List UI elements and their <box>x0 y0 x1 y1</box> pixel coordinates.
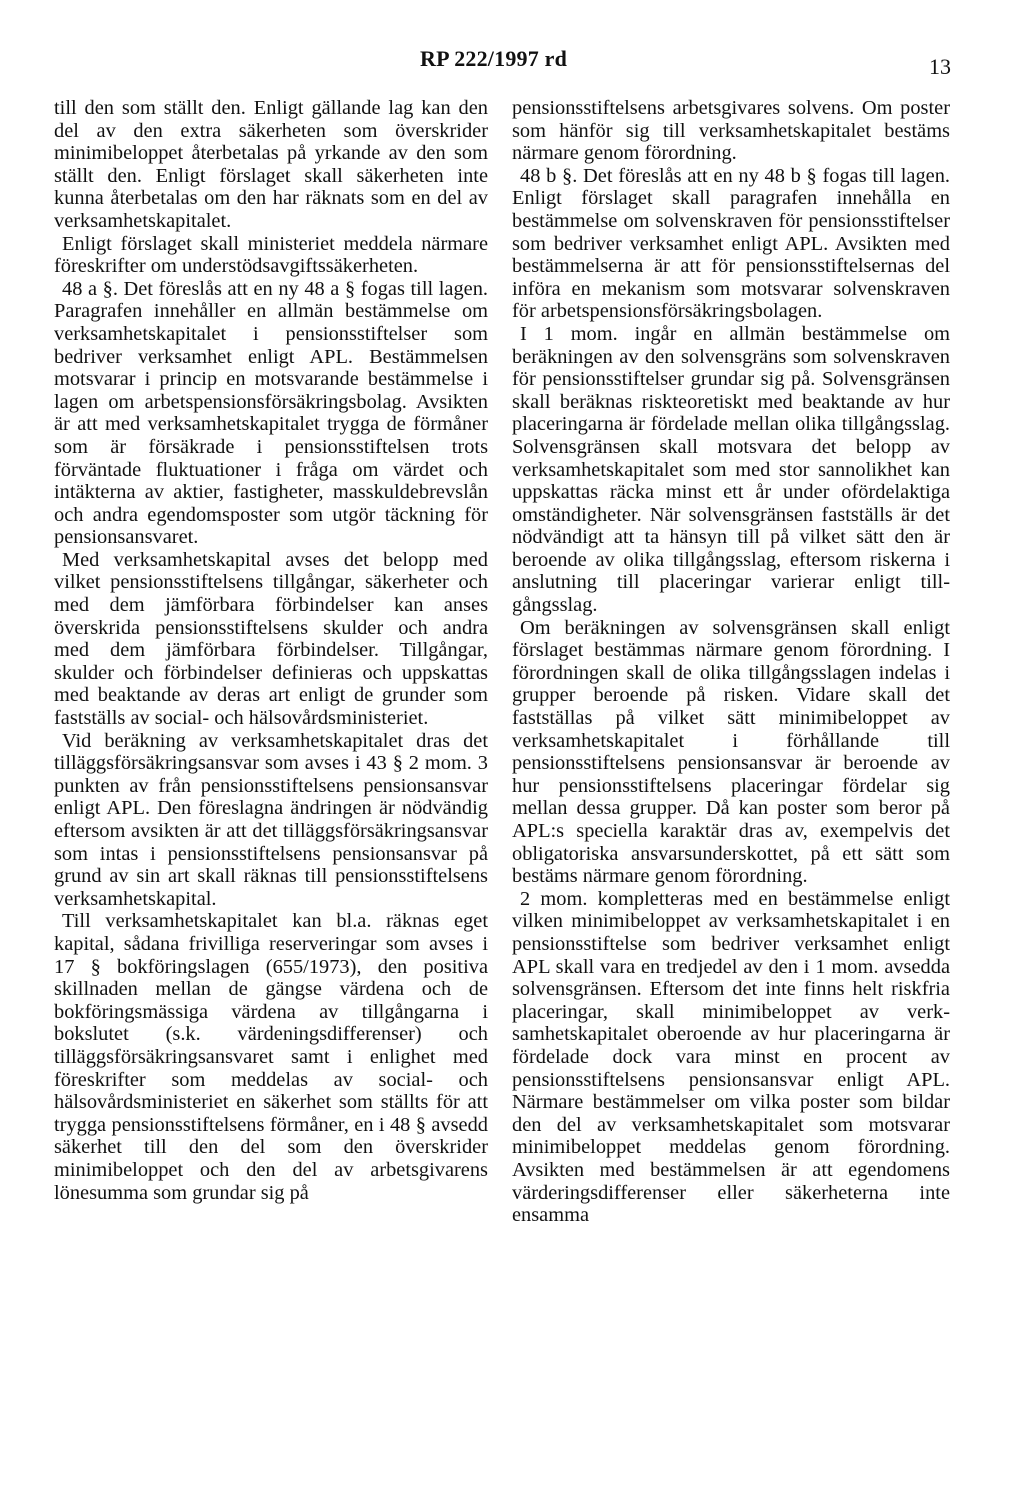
paragraph: I 1 mom. ingår en allmän bestämmelse om beräkningen av den solvensgräns som solvenskraven för pensionsstiftelser grundar sig på. Solvensgränsen skall beräknas riskteoretiskt med beaktande av hur placeringarna är fördelade mellan olika tillgångsslag. Solvensgränsen skall motsvara det belopp av verksamhetskapitalet som med stor sannolikhet kan uppskattas räcka minst ett år under ofördelaktiga omständigheter. När solvensgränsen fastställs är det nödvändigt att ta hänsyn till på vilket sätt den är beroende av olika tillgångsslag, eftersom riskerna i anslutning till placeringar varierar enligt tillgångsslag. <box>512 322 950 617</box>
document-reference: RP 222/1997 rd <box>420 46 568 71</box>
paragraph: 2 mom. kompletteras med en bestämmelse enligt vilken minimibeloppet av verksamhetskapitalet i en pensionsstiftelse som bedriver verksamhet enligt APL skall vara en tredjedel av den i 1 mom. avsedda solvensgränsen. Eftersom det inte finns helt riskfria placeringar, skall minimibeloppet av verksamhetskapitalet oberoende av hur placeringarna är fördelade dock vara minst en procent av pensionsstiftelsens pensionsansvar enligt APL. Närmare bestämmelser om vilka poster som bildar den del av verksamhetskapitalet som motsvarar minimibeloppet meddelas genom förordning. Avsikten med bestämmelsen är att egendomens värderingsdifferenser eller säkerheterna inte ensamma <box>512 887 950 1227</box>
paragraph: Till verksamhetskapitalet kan bl.a. räknas eget kapital, sådana frivilliga reserveringar som avses i 17 § bokföringslagen (655/1973), den positiva skillnaden mellan de gängse värdena och de bokföringsmässiga värdena av tillgångarna i bokslutet (s.k. värdeningsdifferenser) och tilläggsförsäkringsansvaret samt i enlighet med föreskrifter som meddelas av social- och hälsovårdsministeriet en säkerhet som ställts för att trygga pensionsstiftelsens förmåner, en i 48 § avsedd säkerhet till den del som den överskrider minimibeloppet och den del av arbetsgivarens lönesumma som grundar sig på <box>54 910 488 1204</box>
left-column <box>54 97 488 1204</box>
page-number: 13 <box>929 54 951 79</box>
paragraph: 48 b §. Det föreslås att en ny 48 b § fogas till lagen. Enligt förslaget skall paragrafen innehålla en bestämmelse om solvenskraven för pensionsstiftelser som bedriver verksamhet enligt APL. Avsikten med bestämmelserna är att för pensionsstiftelsernas del införa en mekanism som motsvarar solvenskraven för arbetspensionsförsäkringsbolagen. <box>512 164 950 323</box>
paragraph: till den som ställt den. Enligt gällande lag kan den del av den extra säkerheten som överskrider minimibeloppet återbetalas på yrkande av den som ställt den. Enligt förslaget skall säkerheten inte kunna återbetalas om den har räknats som en del av verksamhetskapitalet. <box>54 97 488 232</box>
paragraph: Enligt förslaget skall ministeriet meddela närmare föreskrifter om understödsavgiftssäkerheten. <box>54 232 488 278</box>
page-header <box>0 46 1024 86</box>
paragraph: Med verksamhetskapital avses det belopp med vilket pensionsstiftelsens tillgångar, säkerheter och med dem jämförbara förbindelser kan anses överskrida pensionsstiftelsens skulder och andra med dem jämförbara förbindelser. Tillgångar, skulder och förbindelser definieras och uppskattas med beaktande av deras art enligt de grunder som fastställs av social- och hälsovårdsministeriet. <box>54 548 488 730</box>
paragraph: Om beräkningen av solvensgränsen skall enligt förslaget bestämmas närmare genom förordning. I förordningen skall de olika tillgångsslagen indelas i grupper beroende på risken. Vidare skall det fastställas på vilket sätt minimibeloppet av verksamhetskapitalet i förhållande till pensionsstiftelsens pensionsansvar är beroende av hur pensionsstiftelsens placeringar fördelar sig mellan dessa grupper. Då kan poster som beror på APL:s speciella karaktär dras av, exempelvis det obligatoriska ansvarsunderskottet, på ett sätt som bestäms närmare genom förordning. <box>512 616 950 888</box>
paragraph: 48 a §. Det föreslås att en ny 48 a § fogas till lagen. Paragrafen innehåller en allmän bestämmelse om verksamhetskapitalet i pensionsstiftelser som bedriver verksamhet enligt APL. Bestämmelsen motsvarar i princip en motsvarande bestämmelse i lagen om arbetspensionsförsäkringsbolag. Avsikten är att med verksamhetskapitalet trygga de förmåner som är försäkrade i pensionsstiftelsen trots förväntade fluktuationer i fråga om värdet och intäkterna av aktier, fastigheter, masskuldebrevslån och andra egendomsposter som utgör täckning för pensionsansvaret. <box>54 277 488 549</box>
paragraph: pensionsstiftelsens arbetsgivares solvens. Om poster som hänför sig till verksamhetskapitalet bestäms närmare genom förordning. <box>512 97 950 165</box>
right-column <box>512 97 950 1227</box>
paragraph: Vid beräkning av verksamhetskapitalet dras det tilläggsförsäkringsansvar som avses i 43 § 2 mom. 3 punkten av från pensionsstiftelsens pensionsansvar enligt APL. Den föreslagna ändringen är nödvändig eftersom avsikten är att det tilläggsförsäkringsansvar som intas i pensionsstiftelsens pensionsansvar på grund av sin art skall räknas till pensionsstiftelsens verksamhetskapital. <box>54 729 488 910</box>
